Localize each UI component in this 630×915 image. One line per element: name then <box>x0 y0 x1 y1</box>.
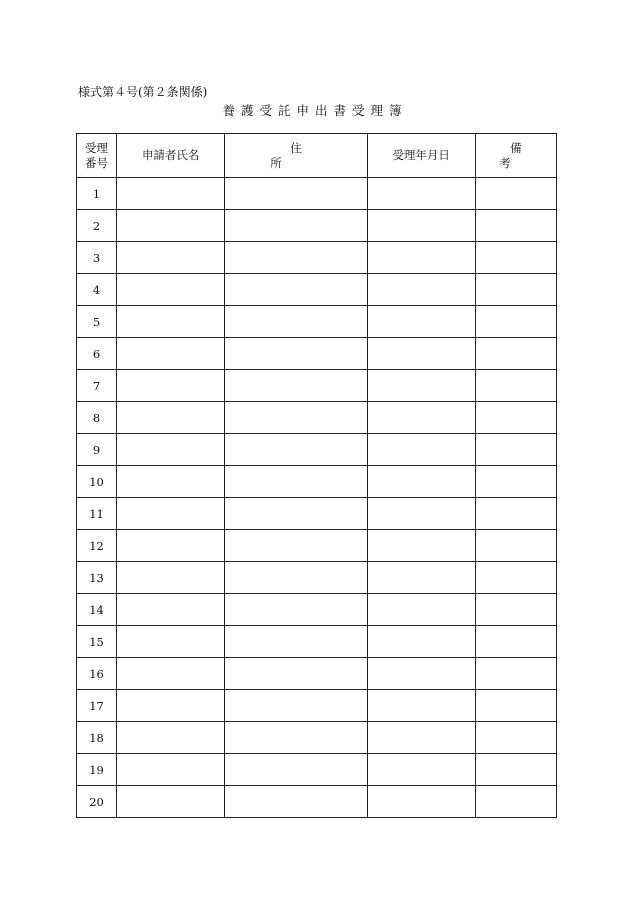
table-row <box>77 466 557 498</box>
applicant-name-cell[interactable] <box>117 786 225 818</box>
address-cell[interactable] <box>225 498 367 530</box>
applicant-name-cell[interactable] <box>117 434 225 466</box>
notes-cell[interactable] <box>475 626 556 658</box>
address-cell[interactable] <box>225 306 367 338</box>
address-cell[interactable] <box>225 178 367 210</box>
applicant-name-cell[interactable] <box>117 722 225 754</box>
receipt-number-cell: 9 <box>77 434 117 466</box>
address-cell[interactable] <box>225 658 367 690</box>
address-cell[interactable] <box>225 626 367 658</box>
header-receipt-date: 受理年月日 <box>367 134 475 178</box>
table-header <box>77 134 557 178</box>
receipt-number-cell: 15 <box>77 626 117 658</box>
applicant-name-cell[interactable] <box>117 178 225 210</box>
receipt-date-cell[interactable] <box>367 306 475 338</box>
receipt-number-cell: 14 <box>77 594 117 626</box>
receipt-date-cell[interactable] <box>367 626 475 658</box>
address-cell[interactable] <box>225 370 367 402</box>
header-notes <box>475 134 556 178</box>
notes-cell[interactable] <box>475 562 556 594</box>
header-applicant-name: 申請者氏名 <box>117 134 225 178</box>
form-number: 様式第４号(第２条関係) <box>78 85 208 99</box>
receipt-date-cell[interactable] <box>367 498 475 530</box>
receipt-date-cell[interactable] <box>367 786 475 818</box>
receipt-number-cell: 8 <box>77 402 117 434</box>
applicant-name-cell[interactable] <box>117 594 225 626</box>
notes-cell[interactable] <box>475 786 556 818</box>
notes-cell[interactable] <box>475 594 556 626</box>
table-row <box>77 178 557 210</box>
table-row <box>77 370 557 402</box>
applicant-name-cell[interactable] <box>117 466 225 498</box>
header-address <box>225 134 367 178</box>
notes-cell[interactable] <box>475 690 556 722</box>
address-cell[interactable] <box>225 562 367 594</box>
address-cell[interactable] <box>225 754 367 786</box>
header-row <box>77 134 557 178</box>
applicant-name-cell[interactable] <box>117 370 225 402</box>
receipt-number-cell: 17 <box>77 690 117 722</box>
address-cell[interactable] <box>225 690 367 722</box>
header-receipt-number <box>77 134 117 178</box>
receipt-number-cell: 5 <box>77 306 117 338</box>
table-row <box>77 242 557 274</box>
receipt-number-cell: 2 <box>77 210 117 242</box>
notes-cell[interactable] <box>475 434 556 466</box>
receipt-date-cell[interactable] <box>367 178 475 210</box>
notes-cell[interactable] <box>475 498 556 530</box>
receipt-number-cell: 3 <box>77 242 117 274</box>
address-cell[interactable] <box>225 210 367 242</box>
table-row <box>77 338 557 370</box>
receipt-number-cell: 19 <box>77 754 117 786</box>
receipt-number-cell: 12 <box>77 530 117 562</box>
receipt-date-cell[interactable] <box>367 722 475 754</box>
table-row <box>77 530 557 562</box>
notes-cell[interactable] <box>475 274 556 306</box>
notes-cell[interactable] <box>475 242 556 274</box>
table-row <box>77 626 557 658</box>
receipt-number-cell: 18 <box>77 722 117 754</box>
table-row <box>77 722 557 754</box>
applicant-name-cell[interactable] <box>117 658 225 690</box>
table-row <box>77 498 557 530</box>
applicant-name-cell[interactable] <box>117 626 225 658</box>
applicant-name-cell[interactable] <box>117 274 225 306</box>
receipt-date-cell[interactable] <box>367 658 475 690</box>
applicant-name-cell[interactable] <box>117 562 225 594</box>
applicant-name-cell[interactable] <box>117 242 225 274</box>
address-cell[interactable] <box>225 530 367 562</box>
header-receipt-number-line1: 受理 <box>85 140 109 155</box>
table-row <box>77 562 557 594</box>
address-cell[interactable] <box>225 402 367 434</box>
table-row <box>77 274 557 306</box>
receipt-date-cell[interactable] <box>367 594 475 626</box>
receipt-date-cell[interactable] <box>367 402 475 434</box>
receipt-date-cell[interactable] <box>367 690 475 722</box>
notes-cell[interactable] <box>475 658 556 690</box>
header-receipt-number-line2: 番号 <box>85 155 109 170</box>
table-row <box>77 658 557 690</box>
receipt-number-cell: 11 <box>77 498 117 530</box>
receipt-number-cell: 20 <box>77 786 117 818</box>
notes-cell[interactable] <box>475 754 556 786</box>
notes-cell[interactable] <box>475 402 556 434</box>
receipt-date-cell[interactable] <box>367 562 475 594</box>
receipt-number-cell: 7 <box>77 370 117 402</box>
notes-cell[interactable] <box>475 530 556 562</box>
applicant-name-cell[interactable] <box>117 754 225 786</box>
receipt-number-cell: 6 <box>77 338 117 370</box>
table-row <box>77 210 557 242</box>
table-row <box>77 754 557 786</box>
address-cell[interactable] <box>225 722 367 754</box>
receipt-date-cell[interactable] <box>367 210 475 242</box>
receipt-date-cell[interactable] <box>367 530 475 562</box>
table-row <box>77 690 557 722</box>
address-cell[interactable] <box>225 466 367 498</box>
receipt-date-cell[interactable] <box>367 434 475 466</box>
applicant-name-cell[interactable] <box>117 306 225 338</box>
applicant-name-cell[interactable] <box>117 530 225 562</box>
receipt-date-cell[interactable] <box>367 466 475 498</box>
notes-cell[interactable] <box>475 306 556 338</box>
applicant-name-cell[interactable] <box>117 210 225 242</box>
receipt-number-cell: 16 <box>77 658 117 690</box>
address-cell[interactable] <box>225 594 367 626</box>
notes-cell[interactable] <box>475 466 556 498</box>
applicant-name-cell[interactable] <box>117 402 225 434</box>
receipt-date-cell[interactable] <box>367 274 475 306</box>
applicant-name-cell[interactable] <box>117 338 225 370</box>
receipt-date-cell[interactable] <box>367 338 475 370</box>
address-cell[interactable] <box>225 434 367 466</box>
receipt-number-cell: 10 <box>77 466 117 498</box>
receipt-date-cell[interactable] <box>367 754 475 786</box>
notes-cell[interactable] <box>475 370 556 402</box>
address-cell[interactable] <box>225 338 367 370</box>
notes-cell[interactable] <box>475 722 556 754</box>
table-row <box>77 786 557 818</box>
receipt-number-cell: 1 <box>77 178 117 210</box>
notes-cell[interactable] <box>475 178 556 210</box>
receipt-date-cell[interactable] <box>367 242 475 274</box>
notes-cell[interactable] <box>475 210 556 242</box>
header-notes-label: 備考 <box>499 140 544 170</box>
receipt-date-cell[interactable] <box>367 370 475 402</box>
table-row <box>77 402 557 434</box>
table-row <box>77 594 557 626</box>
header-address-label: 住所 <box>270 140 342 170</box>
document-title: 養護受託申出書受理簿 <box>222 103 408 118</box>
address-cell[interactable] <box>225 786 367 818</box>
applicant-name-cell[interactable] <box>117 690 225 722</box>
address-cell[interactable] <box>225 242 367 274</box>
table-row <box>77 306 557 338</box>
table-row <box>77 434 557 466</box>
register-table <box>76 133 557 818</box>
table-body <box>77 178 557 818</box>
notes-cell[interactable] <box>475 338 556 370</box>
receipt-number-cell: 4 <box>77 274 117 306</box>
address-cell[interactable] <box>225 274 367 306</box>
applicant-name-cell[interactable] <box>117 498 225 530</box>
receipt-number-cell: 13 <box>77 562 117 594</box>
